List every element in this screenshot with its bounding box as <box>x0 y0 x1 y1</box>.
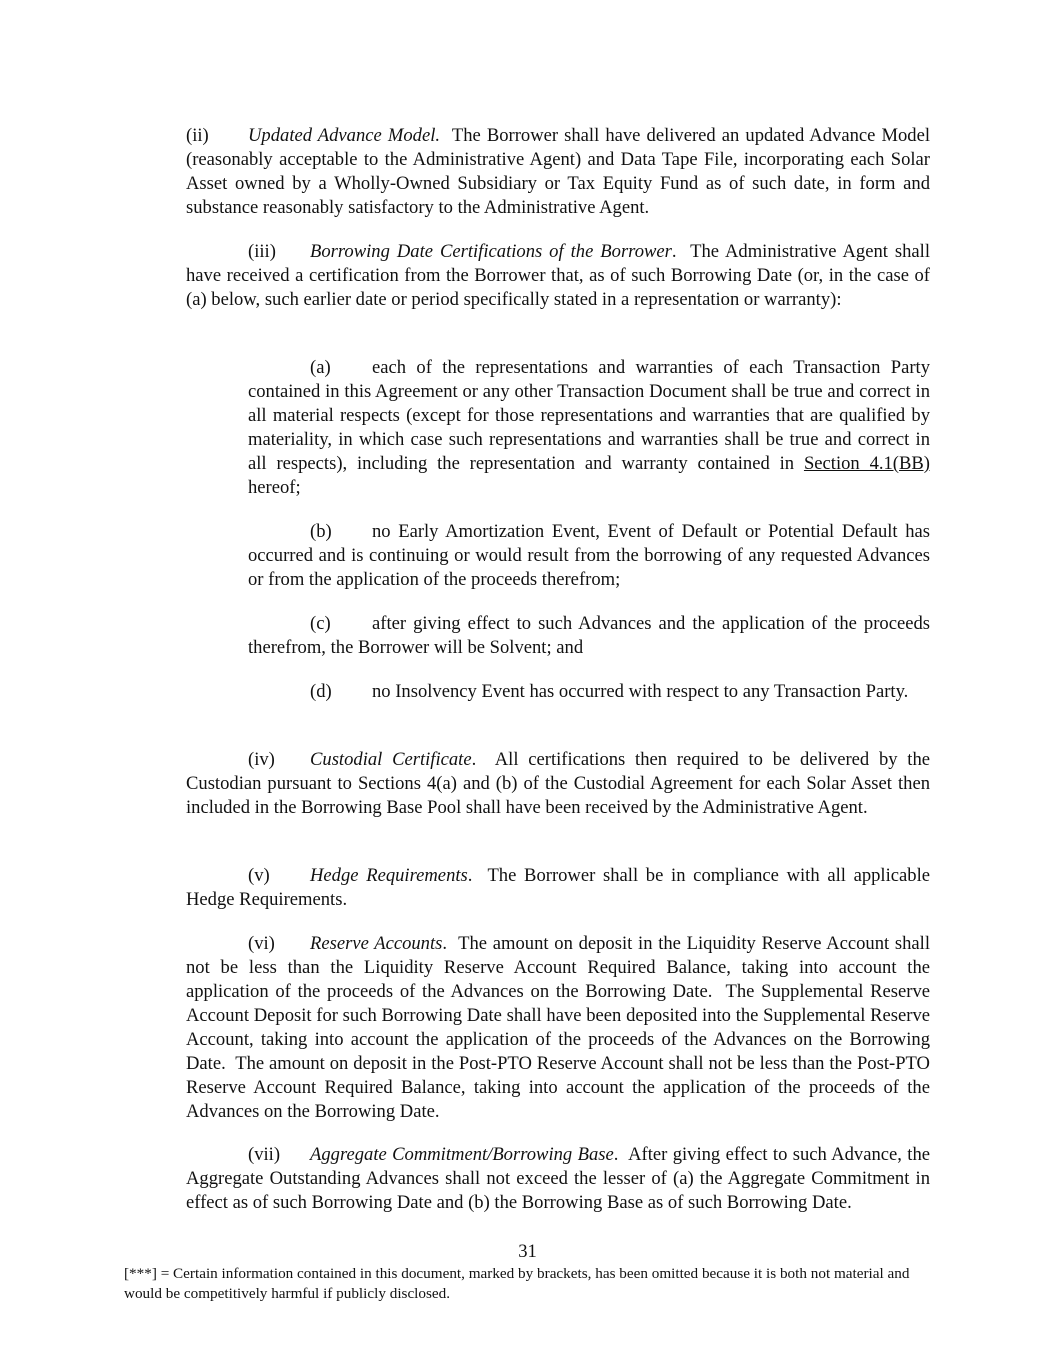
paragraph-ii <box>186 124 935 220</box>
paragraph-heading: Custodial Certificate <box>310 749 472 770</box>
paragraph-number: (vii) <box>248 1144 281 1165</box>
paragraph-v <box>186 864 935 912</box>
paragraph-text: . The amount on deposit in the Liquidity Reserve Account shall not be less than the Liquidity Reserve Account Required Balance, taking into account the application of the proceeds of the Advances on the Borrowing Date. The Supplemental Reserve Account Deposit for such Borrowing Date shall have been deposited into the Supplemental Reserve Account, taking into account the application of the proceeds of the Advances on the Borrowing Date. The amount on deposit in the Post-PTO Reserve Account shall not be less than the Post-PTO Reserve Account Required Balance, taking into account the application of the proceeds of the Advances on the Borrowing Date. <box>186 933 935 1122</box>
paragraph-number: (d) <box>310 681 332 702</box>
paragraph-heading: Borrowing Date Certifications of the Borrower <box>310 241 672 262</box>
paragraph-d <box>248 680 930 704</box>
section-reference-link[interactable]: Section 4.1(BB) <box>803 453 930 474</box>
paragraph-number: (v) <box>248 865 270 886</box>
paragraph-text: . After giving effect to such Advance, the Aggregate Outstanding Advances shall not exceed the lesser of (a) the Aggregate Commitment in effect as of such Borrowing Date and (b) the Borrowing Base as of such Borrowing Date. <box>186 1144 935 1213</box>
paragraph-text: after giving effect to such Advances and the application of the proceeds therefrom, the Borrower will be Solvent; and <box>248 613 930 658</box>
paragraph-text: . The Administrative Agent shall have received a certification from the Borrower that, as of such Borrowing Date (or, in the case of (a) below, such earlier date or period specifically stated in a representation or warranty): <box>186 241 935 310</box>
paragraph-number: (a) <box>310 357 331 378</box>
paragraph-text-after-link: hereof; <box>248 453 935 498</box>
paragraph-b <box>248 520 930 592</box>
paragraph-heading: Reserve Accounts <box>310 933 443 954</box>
paragraph-heading: Hedge Requirements <box>310 865 468 886</box>
paragraph-number: (iv) <box>248 749 275 770</box>
paragraph-heading: Updated Advance Model. <box>248 125 441 146</box>
paragraph-text: . The Borrower shall be in compliance with all applicable Hedge Requirements. <box>186 865 935 910</box>
paragraph-c <box>248 612 930 660</box>
paragraph-text: . All certifications then required to be delivered by the Custodian pursuant to Sections 4(a) and (b) of the Custodial Agreement for each Solar Asset then included in the Borrowing Base Pool shall have been received by the Administrative Agent. <box>186 749 935 818</box>
paragraph-heading: Aggregate Commitment/Borrowing Base <box>310 1144 614 1165</box>
paragraph-text: no Early Amortization Event, Event of Default or Potential Default has occurred and is continuing or would result from the borrowing of any requested Advances or from the application of the proceeds therefrom; <box>248 521 930 590</box>
paragraph-number: (b) <box>310 521 332 542</box>
paragraph-number: (ii) <box>186 125 209 146</box>
paragraph-text: The Borrower shall have delivered an updated Advance Model (reasonably acceptable to the Administrative Agent) and Data Tape File, incorporating each Solar Asset owned by a Wholly-Owned Subsidiary or Tax Equity Fund as of such date, in form and substance reasonably satisfactory to the Administrative Agent. <box>186 125 935 218</box>
paragraph-number: (vi) <box>248 933 275 954</box>
paragraph-text: no Insolvency Event has occurred with respect to any Transaction Party. <box>372 681 909 702</box>
paragraph-number: (c) <box>310 613 331 634</box>
paragraph-iv <box>186 748 935 820</box>
page-number: 31 <box>518 1241 537 1262</box>
paragraph-vi <box>186 932 935 1124</box>
paragraph-number: (iii) <box>248 241 276 262</box>
paragraph-vii <box>186 1143 935 1215</box>
paragraph-iii <box>186 240 935 312</box>
paragraph-a <box>248 356 935 500</box>
paragraph-text: each of the representations and warranties of each Transaction Party contained in this Agreement or any other Transaction Document shall be true and correct in all material respects (except for those representations and warranties that are qualified by materiality, in which case such representations and warranties shall be true and correct in all respects), including the representation and warranty contained in <box>248 357 930 474</box>
confidentiality-footnote: [***] = Certain information contained in this document, marked by brackets, has been omitted because it is both not material and would be competitively harmful if publicly disclosed. <box>124 1265 910 1302</box>
